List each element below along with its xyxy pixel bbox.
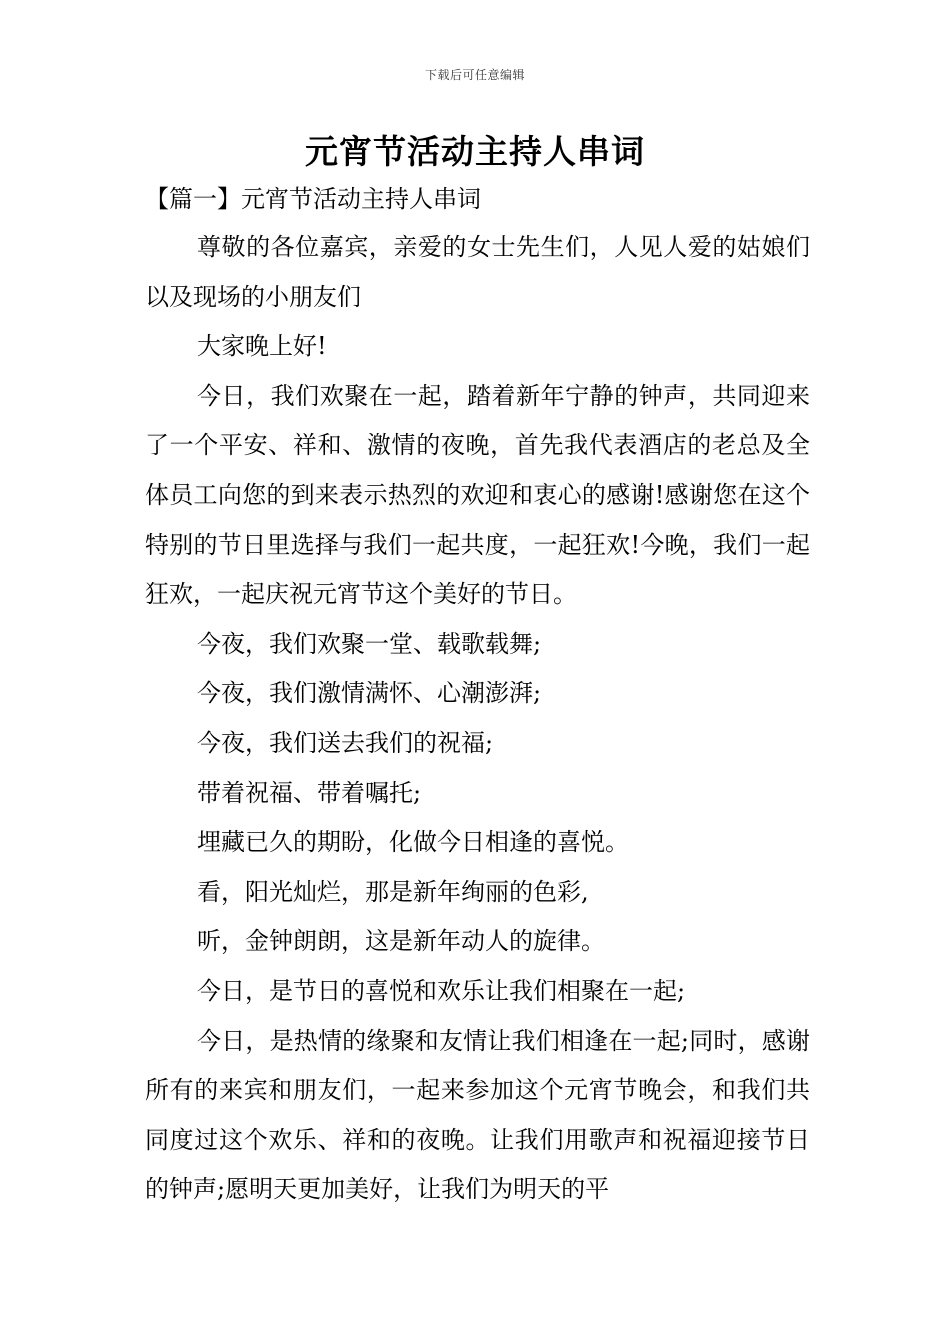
paragraph: 今夜，我们欢聚一堂、载歌载舞; [197, 629, 542, 658]
header-note: 下载后可任意编辑 [424, 68, 525, 82]
section-heading: 【篇一】元宵节活动主持人串词 [145, 185, 481, 213]
paragraph: 今日，是节日的喜悦和欢乐让我们相聚在一起; [197, 976, 686, 1005]
paragraph: 尊敬的各位嘉宾，亲爱的女士先生们，人见人爱的姑娘们以及现场的小朋友们 [145, 233, 810, 311]
paragraph: 带着祝福、带着嘱托; [197, 778, 422, 807]
paragraph: 埋藏已久的期盼，化做今日相逢的喜悦。 [197, 828, 629, 857]
document-body [145, 223, 810, 1215]
paragraph: 今夜，我们激情满怀、心潮澎湃; [197, 679, 542, 708]
paragraph: 今日，是热情的缘聚和友情让我们相逢在一起;同时，感谢所有的来宾和朋友们，一起来参加这个元宵节晚会，和我们共同度过这个欢乐、祥和的夜晚。让我们用歌声和祝福迎接节日的钟声;愿明天更加美好，让我们为明天的平 [145, 1026, 810, 1204]
paragraph: 今夜，我们送去我们的祝福; [197, 728, 494, 757]
paragraph: 看，阳光灿烂，那是新年绚丽的色彩, [197, 877, 589, 906]
paragraph: 听，金钟朗朗，这是新年动人的旋律。 [197, 927, 605, 956]
paragraph: 大家晚上好! [197, 332, 327, 361]
document-title: 元宵节活动主持人串词 [305, 132, 645, 171]
paragraph: 今日，我们欢聚在一起，踏着新年宁静的钟声，共同迎来了一个平安、祥和、激情的夜晚，首先我代表酒店的老总及全体员工向您的到来表示热烈的欢迎和衷心的感谢!感谢您在这个特别的节日里选择与我们一起共度，一起狂欢!今晚，我们一起狂欢，一起庆祝元宵节这个美好的节日。 [145, 381, 810, 609]
